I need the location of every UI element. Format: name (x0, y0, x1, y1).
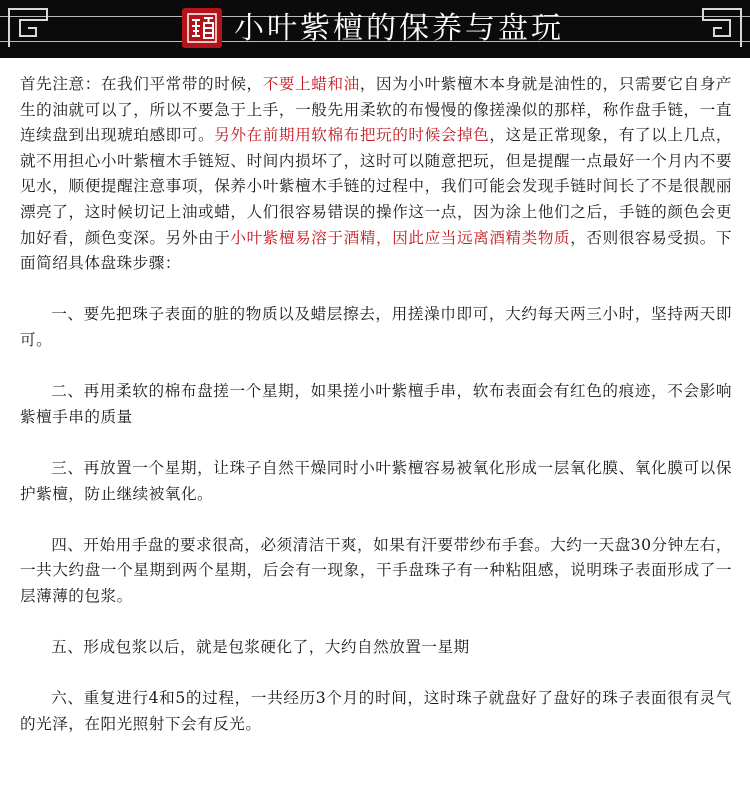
intro-text-2: ，因为小叶紫檀木本身就是油性的，只需要它自身产生的油就可以了，所以不要急于上手，一般先用柔软的布慢慢的像搓澡似的那样，称作盘手链，一直连续盘到出现琥珀感即可。 (20, 75, 732, 145)
warning-color-fading: 另外在前期用软棉布把玩的时候会掉色 (214, 126, 490, 145)
step-4: 四、开始用手盘的要求很高，必须清洁干爽，如果有汗要带纱布手套。大约一天盘30分钟左右，一共大约盘一个星期到两个星期，后会有一现象，干手盘珠子有一种粘阻感，说明珠子表面形成了一层薄薄的包浆。 (20, 535, 732, 605)
seal-glyph-icon (185, 11, 219, 45)
step-3: 三、再放置一个星期，让珠子自然干燥同时小叶紫檀容易被氧化形成一层氧化膜、氧化膜可以保护紫檀，防止继续被氧化。 (20, 458, 732, 503)
intro-text-1: 首先注意：在我们平常带的时候， (20, 75, 263, 93)
page-title: 小叶紫檀的保养与盘玩 (234, 11, 564, 46)
fret-ornament-left-icon (6, 6, 50, 50)
article-body (20, 72, 732, 737)
intro-text-4: ，否则很容易受损。下面简绍具体盘珠步骤： (20, 228, 732, 273)
step-6: 六、重复进行4和5的过程，一共经历3个月的时间，这时珠子就盘好了盘好的珠子表面很有灵气的光泽，在阳光照射下会有反光。 (20, 689, 732, 733)
warning-alcohol: 小叶紫檀易溶于酒精，因此应当远离酒精类物质 (230, 228, 571, 247)
step-2: 二、再用柔软的棉布盘搓一个星期，如果搓小叶紫檀手串，软布表面会有红色的痕迹，不会影响紫檀手串的质量 (20, 382, 732, 426)
fret-ornament-right-icon (700, 6, 744, 50)
header-banner (0, 0, 750, 58)
intro-paragraph (20, 72, 732, 277)
brand-seal-logo (182, 8, 222, 48)
intro-text-3: ，这是正常现象，有了以上几点，就不用担心小叶紫檀木手链短、时间内损坏了，这时可以随意把玩，但是提醒一点最好一个月内不要见水，顺便提醒注意事项，保养小叶紫檀木手链的过程中，我们可能会发现手链时间长了不是很靓丽漂亮了，这时候切记上油或蜡，人们很容易错误的操作这一点，因为涂上他们之后，手链的颜色会更加好看，颜色变深。另外由于 (20, 126, 732, 247)
warning-no-wax-oil: 不要上蜡和油 (262, 75, 360, 93)
step-1: 一、要先把珠子表面的脏的物质以及蜡层擦去，用搓澡巾即可，大约每天两三小时，坚持两天即可。 (20, 305, 732, 349)
step-5: 五、形成包浆以后，就是包浆硬化了，大约自然放置一星期 (51, 638, 470, 657)
